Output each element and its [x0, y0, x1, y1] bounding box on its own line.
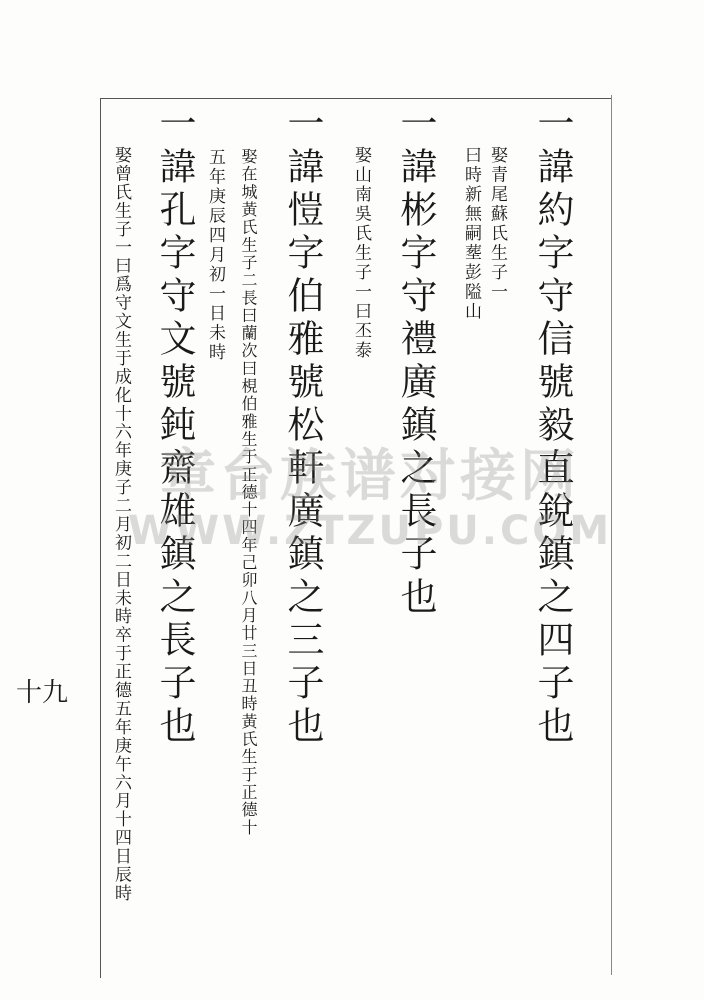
- entry-1-main-text: 一諱約字守信號毅直銳鎮之四子也: [531, 104, 574, 749]
- entry-4-note: 娶曾氏生子一曰爲守文生于成化十六年庚子二月初二日未時卒于正德五年庚午六月十四日辰時: [111, 146, 131, 903]
- entry-3-note-b: 五年庚辰四月初一日未時: [205, 148, 225, 363]
- page-number: 十九: [16, 678, 69, 708]
- entry-3-main-text: 一諱愷字伯雅號松軒廣鎮之三子也: [281, 104, 324, 749]
- entry-4-main-text: 一諱孔字守文號鈍齋雄鎮之長子也: [153, 104, 196, 749]
- watermark-url: WWW.ZTZUPU.COM: [127, 508, 613, 554]
- watermark-chinese: 章台族谱对接网: [160, 444, 580, 509]
- entry-1-note-a: 娶青尾蘇氏生子一: [487, 146, 507, 302]
- frame-left-line: [100, 98, 101, 978]
- frame-top-line: [100, 98, 612, 99]
- entry-2-note: 娶山南吳氏生子一曰丕泰: [351, 146, 371, 361]
- frame-right-line: [611, 95, 612, 975]
- entry-2-main-text: 一諱彬字守禮廣鎮之長子也: [394, 104, 437, 620]
- entry-1-note-b: 曰時新無嗣塟彭隘山: [461, 146, 481, 322]
- entry-3-note-a: 娶在城黃氏生子二長曰蘭次曰梘伯雅生于正德十四年己卯八月廿三日丑時黃氏生于正德十: [239, 148, 258, 837]
